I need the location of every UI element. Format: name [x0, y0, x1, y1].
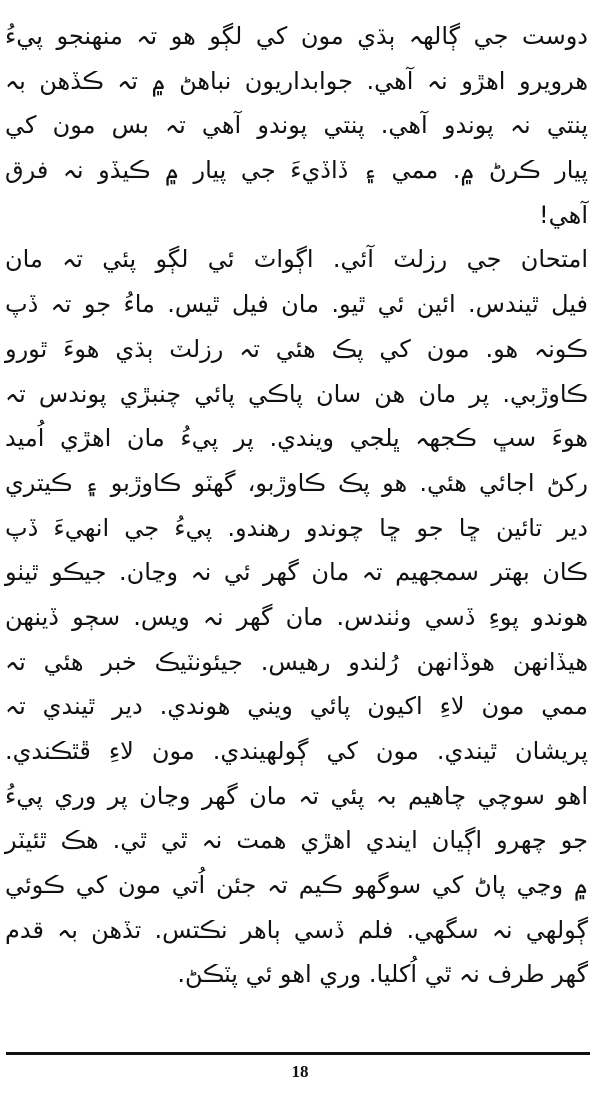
body-text: [5, 14, 588, 997]
text-line: ھوندو پوءِ ڏسي وٺندس. مان گھر نہ ويس. سڄو ڏينھن: [5, 602, 588, 631]
text-line: دوست جي ڳالهہ ٻڌي مون کي لڳو ھو تہ منھنجو پيءُ: [5, 22, 588, 50]
text-line: جو چھرو اڳيان ايندي اھڙي ھمت نہ ٿي ٿي. ھڪ ٿئيٽر: [5, 826, 588, 855]
text-line: آھي!: [539, 200, 588, 229]
text-line: پنتي نہ پوندو آھي. پنتي پوندو آھي تہ بس مون کي: [5, 111, 588, 140]
text-line: ممي مون لاءِ اکيون پائي ويني ھوندي. دير ٿيندي تہ: [5, 692, 588, 721]
text-line: اھو سوچي چاھيم بہ پئي تہ مان گھر وڃان پر وري پيءُ: [5, 781, 588, 810]
page-number: 18: [291, 1062, 309, 1081]
text-line: ھرويرو اھڙو نہ آھي. جوابداريون نباھڻ ۾ تہ ڪڏھن بہ: [5, 66, 588, 95]
text-line: دير تائين ڇا جو ڇا چوندو رھندو. پيءُ جي انھيءَ ڏپ: [5, 513, 588, 542]
text-line: ڪان بھتر سمجھيم تہ مان گھر ئي نہ وڃان. جيڪو ٿيٺو: [5, 558, 588, 587]
footer-divider: [6, 1052, 590, 1055]
text-line: ڪونہ ھو. مون کي پڪ ھئي تہ رزلٽ ٻڌي ھوءَ ٿورو: [5, 334, 588, 363]
text-line: ۾ وڃي پاڻ کي سوگھو ڪيم تہ جئن اُتي مون کي ڪوئي: [5, 871, 588, 900]
text-line: امتحان جي رزلٽ آئي. اڳواٽ ئي لڳو پئي تہ مان: [5, 245, 588, 274]
text-line: فيل ٿيندس. ائين ئي ٿيو. مان فيل ٿيس. ماءُ جو تہ ڏپ: [5, 290, 588, 319]
text-line: رکڻ اجائي ھئي. ھو پڪ ڪاوڙبو، گھٽو ڪاوڙبو ۽ ڪيتري: [5, 468, 588, 497]
paragraph-2: [5, 237, 588, 997]
text-line: پريشان ٿيندي. مون کي ڳولھيندي. مون لاءِ ڦٿڪندي.: [5, 737, 588, 765]
paragraph-1: [5, 14, 588, 237]
text-line: ھيڏانھن ھوڏانھن رُلندو رھيس. جيئونٽيڪ خبر ھئي تہ: [5, 647, 588, 676]
text-line: ڳولھي نہ سگھي. فلم ڏسي ٻاھر نڪتس. تڏھن بہ قدم: [5, 915, 588, 944]
text-line: پيار ڪرڻ ۾. ممي ۽ ڏاڏيءَ جي پيار ۾ ڪيڏو نہ فرق: [5, 156, 588, 185]
text-line: ھوءَ سڀ ڪجھہ ڀلجي ويندي. پر پيءُ مان اھڙي اُميد: [5, 424, 588, 453]
text-line: ڪاوڙبي. پر مان ھن سان پاڪي پائي چنبڙي پوندس تہ: [5, 379, 588, 408]
text-line: گھر طرف نہ ٿي اُکليا. وري اھو ئي پٽڪڻ.: [177, 960, 588, 989]
